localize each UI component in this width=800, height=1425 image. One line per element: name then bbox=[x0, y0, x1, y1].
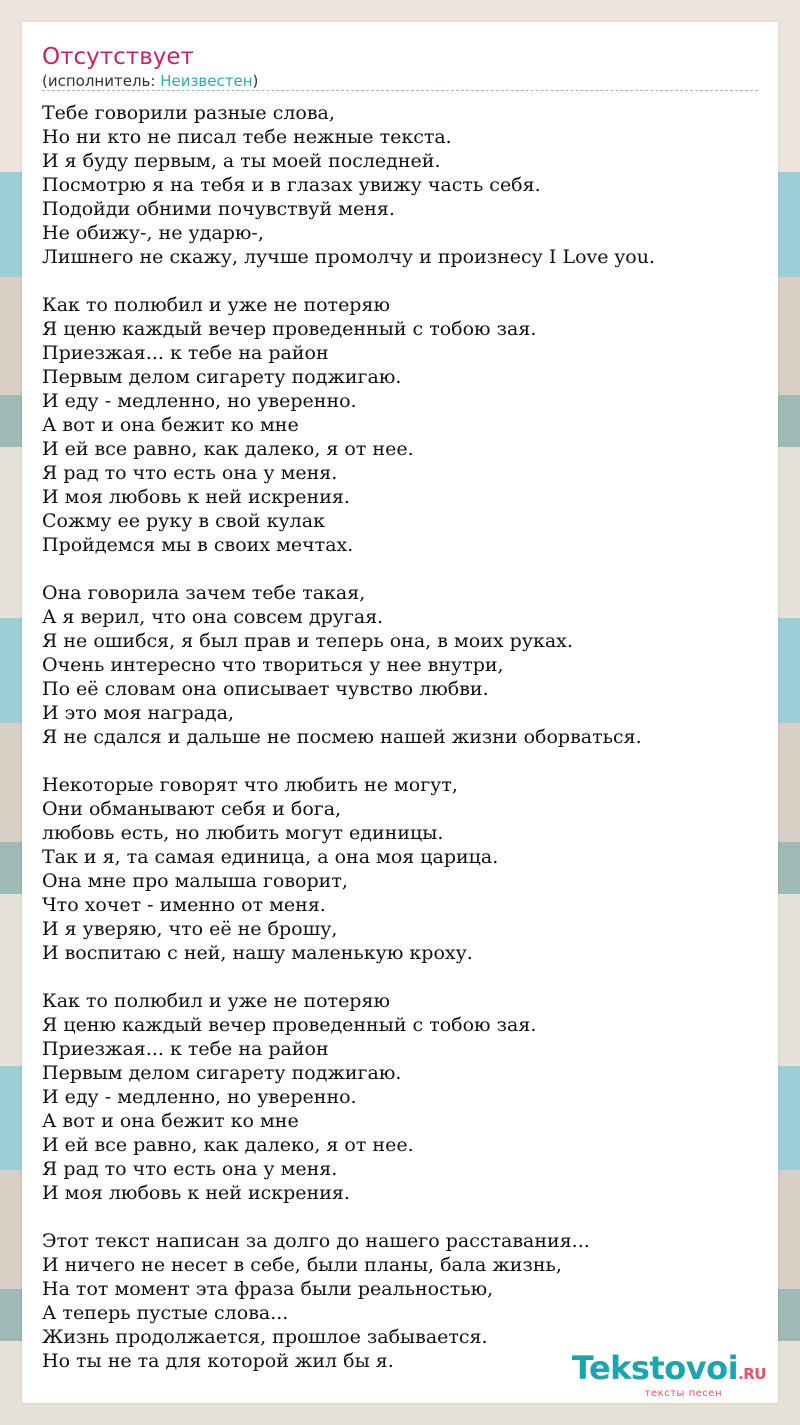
lyric-line: Она мне про малыша говорит, bbox=[42, 870, 348, 892]
lyric-line: И я уверяю, что её не брошу, bbox=[42, 918, 338, 940]
lyric-line: Что хочет - именно от меня. bbox=[42, 894, 326, 916]
lyrics-card bbox=[22, 22, 778, 1403]
lyric-line: Пройдемся мы в своих мечтах. bbox=[42, 534, 354, 556]
title-divider bbox=[42, 90, 758, 91]
lyric-line: Я ценю каждый вечер проведенный с тобою зая. bbox=[42, 318, 537, 340]
performer-suffix: ) bbox=[252, 72, 259, 90]
lyric-line: И ей все равно, как далеко, я от нее. bbox=[42, 1134, 414, 1156]
lyric-line: Приезжая... к тебе на район bbox=[42, 342, 329, 364]
lyric-line: И еду - медленно, но уверенно. bbox=[42, 390, 357, 412]
performer-line bbox=[42, 71, 258, 91]
lyrics-text bbox=[42, 101, 758, 1373]
site-logo[interactable] bbox=[572, 1350, 766, 1399]
lyric-line: Некоторые говорят что любить не могут, bbox=[42, 774, 458, 796]
lyric-line: Они обманывают себя и бога, bbox=[42, 798, 342, 820]
lyric-line: Подойди обними почувствуй меня. bbox=[42, 198, 395, 220]
lyric-line: И я буду первым, а ты моей последней. bbox=[42, 150, 441, 172]
lyric-line: Я не сдался и дальше не посмею нашей жизни оборваться. bbox=[42, 726, 642, 748]
lyric-line: А вот и она бежит ко мне bbox=[42, 1110, 299, 1132]
lyric-line: Этот текст написан за долго до нашего расставания... bbox=[42, 1230, 590, 1252]
logo-tld: .RU bbox=[738, 1365, 766, 1383]
lyric-line: Сожму ее руку в свой кулак bbox=[42, 510, 325, 532]
lyric-line: И моя любовь к ней искрения. bbox=[42, 1182, 350, 1204]
lyric-line: И моя любовь к ней искрения. bbox=[42, 486, 350, 508]
lyric-line: Не обижу-, не ударю-, bbox=[42, 222, 264, 244]
lyric-line: Я рад то что есть она у меня. bbox=[42, 1158, 338, 1180]
lyric-line: Я рад то что есть она у меня. bbox=[42, 462, 338, 484]
lyric-line: любовь есть, но любить могут единицы. bbox=[42, 822, 444, 844]
lyric-line: И ничего не несет в себе, были планы, бала жизнь, bbox=[42, 1254, 562, 1276]
lyric-line: На тот момент эта фраза были реальностью, bbox=[42, 1278, 494, 1300]
lyric-line: Первым делом сигарету поджигаю. bbox=[42, 366, 402, 388]
lyric-line: Тебе говорили разные слова, bbox=[42, 102, 335, 124]
lyric-line: Первым делом сигарету поджигаю. bbox=[42, 1062, 402, 1084]
lyric-line: И еду - медленно, но уверенно. bbox=[42, 1086, 357, 1108]
lyric-line: Она говорила зачем тебе такая, bbox=[42, 582, 366, 604]
lyric-line: Лишнего не скажу, лучше промолчу и произнесу I Love you. bbox=[42, 246, 655, 268]
performer-prefix: (исполнитель: bbox=[42, 72, 161, 90]
lyric-line: А вот и она бежит ко мне bbox=[42, 414, 299, 436]
logo-tagline: тексты песен bbox=[644, 1388, 722, 1399]
lyric-line: Так и я, та самая единица, а она моя царица. bbox=[42, 846, 499, 868]
lyric-line: И воспитаю с ней, нашу маленькую кроху. bbox=[42, 942, 473, 964]
lyric-line: Как то полюбил и уже не потеряю bbox=[42, 990, 391, 1012]
stanza-break bbox=[42, 557, 758, 581]
lyric-line: Жизнь продолжается, прошлое забывается. bbox=[42, 1326, 488, 1348]
lyric-line: Но ни кто не писал тебе нежные текста. bbox=[42, 126, 452, 148]
lyric-line: Приезжая... к тебе на район bbox=[42, 1038, 329, 1060]
lyric-line: А я верил, что она совсем другая. bbox=[42, 606, 384, 628]
lyric-line: И это моя награда, bbox=[42, 702, 234, 724]
lyric-line: По её словам она описывает чувство любви. bbox=[42, 678, 489, 700]
lyric-line: Посмотрю я на тебя и в глазах увижу часть себя. bbox=[42, 174, 541, 196]
logo-name: Tekstovoi bbox=[571, 1349, 739, 1387]
lyric-line: И ей все равно, как далеко, я от нее. bbox=[42, 438, 414, 460]
performer-link[interactable]: Неизвестен bbox=[160, 72, 253, 90]
lyric-line: Как то полюбил и уже не потеряю bbox=[42, 294, 391, 316]
lyric-line: Я не ошибся, я был прав и теперь она, в моих руках. bbox=[42, 630, 573, 652]
lyric-line: А теперь пустые слова... bbox=[42, 1302, 289, 1324]
stanza-break bbox=[42, 965, 758, 989]
stanza-break bbox=[42, 1205, 758, 1229]
song-title: Отсутствует bbox=[42, 44, 194, 70]
stanza-break bbox=[42, 749, 758, 773]
stanza-break bbox=[42, 269, 758, 293]
lyric-line: Очень интересно что твориться у нее внутри, bbox=[42, 654, 504, 676]
lyric-line: Я ценю каждый вечер проведенный с тобою зая. bbox=[42, 1014, 537, 1036]
lyric-line: Но ты не та для которой жил бы я. bbox=[42, 1350, 394, 1372]
